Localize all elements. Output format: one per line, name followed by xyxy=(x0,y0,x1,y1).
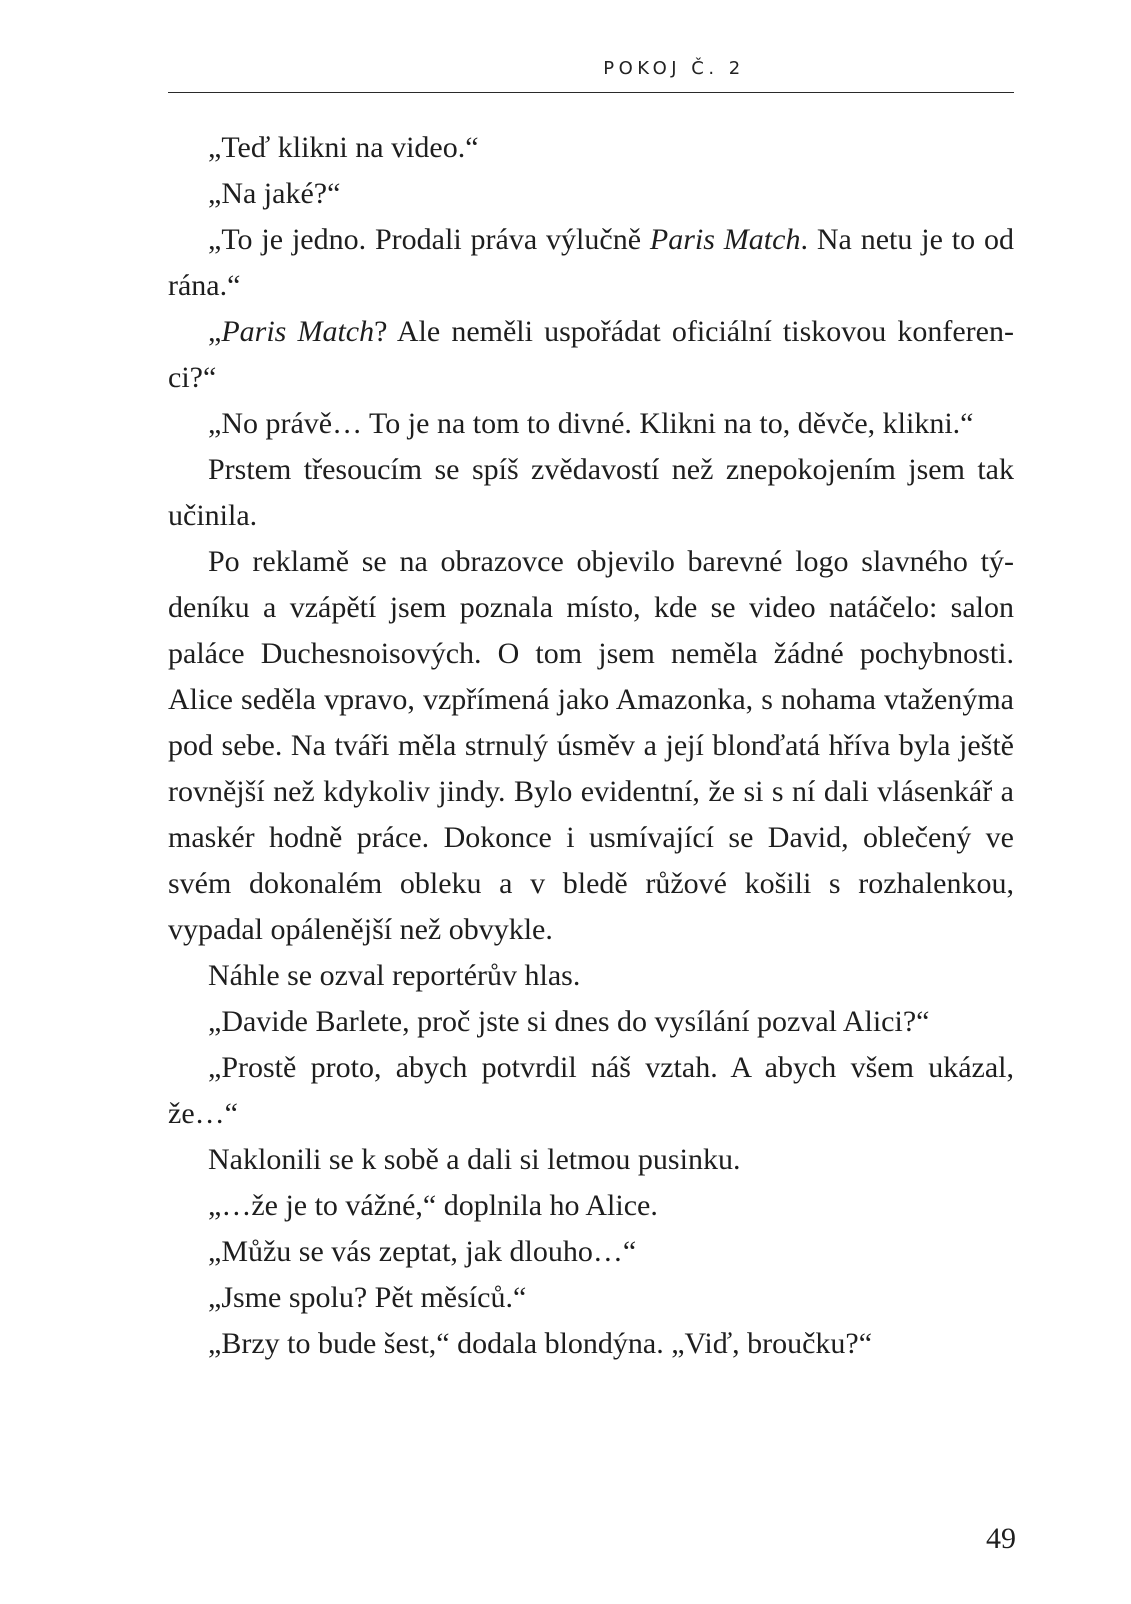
paragraph: „…že je to vážné,“ doplnila ho Alice. xyxy=(208,1189,658,1222)
paragraph: „No právě… To je na tom to divné. Klikni na to, děvče, klikni.“ xyxy=(208,407,974,440)
paragraph: Náhle se ozval reportérův hlas. xyxy=(208,959,581,992)
paragraph: „Brzy to bude šest,“ dodala blondýna. „Viď, broučku?“ xyxy=(208,1327,873,1360)
paragraph: Naklonili se k sobě a dali si letmou pusinku. xyxy=(208,1143,741,1176)
paragraph: „Prostě proto, abych potvrdil náš vztah. A abych všem ukázal, že…“ xyxy=(168,1051,1014,1130)
running-header xyxy=(168,52,1014,93)
italic-title: Paris Match xyxy=(221,315,375,348)
paragraph: „Na jaké?“ xyxy=(208,177,341,210)
body-text xyxy=(168,125,1014,1367)
paragraph: „Teď klikni na video.“ xyxy=(208,131,479,164)
paragraph: „To je jedno. Prodali práva výlučně Paris Match. Na netu je to od rána.“ xyxy=(168,223,1014,302)
paragraph: „Jsme spolu? Pět měsíců.“ xyxy=(208,1281,527,1314)
paragraph: „Davide Barlete, proč jste si dnes do vysílání pozval Alici?“ xyxy=(208,1005,930,1038)
paragraph: „Můžu se vás zeptat, jak dlouho…“ xyxy=(208,1235,637,1268)
page-number: 49 xyxy=(986,1522,1016,1555)
paragraph: „Paris Match? Ale neměli uspořádat oficiální tiskovou konferenci?“ xyxy=(168,315,1014,394)
paragraph: Prstem třesoucím se spíš zvědavostí než znepokojením jsem tak učinila. xyxy=(168,453,1014,532)
running-title: POKOJ Č. 2 xyxy=(603,58,745,79)
italic-title: Paris Match xyxy=(649,223,801,256)
paragraph: Po reklamě se na obrazovce objevilo barevné logo slavného týdeníku a vzápětí jsem poznala místo, kde se video natáčelo: salon paláce Duchesnoisových. O tom jsem neměla žádné pochybnosti. Alice seděla vpravo, vzpřímená jako Amazonka, s nohama vtaženýma pod sebe. Na tváři měla strnulý úsměv a její blonďatá hříva byla ještě rovnější než kdykoliv jindy. Bylo evidentní, že si s ní dali vlásenkář a maskér hodně práce. Dokonce i usmívající se David, oblečený ve svém dokonalém obleku a v bledě růžové košili s rozhalenkou, vypadal opálenější než obvykle. xyxy=(168,545,1014,946)
